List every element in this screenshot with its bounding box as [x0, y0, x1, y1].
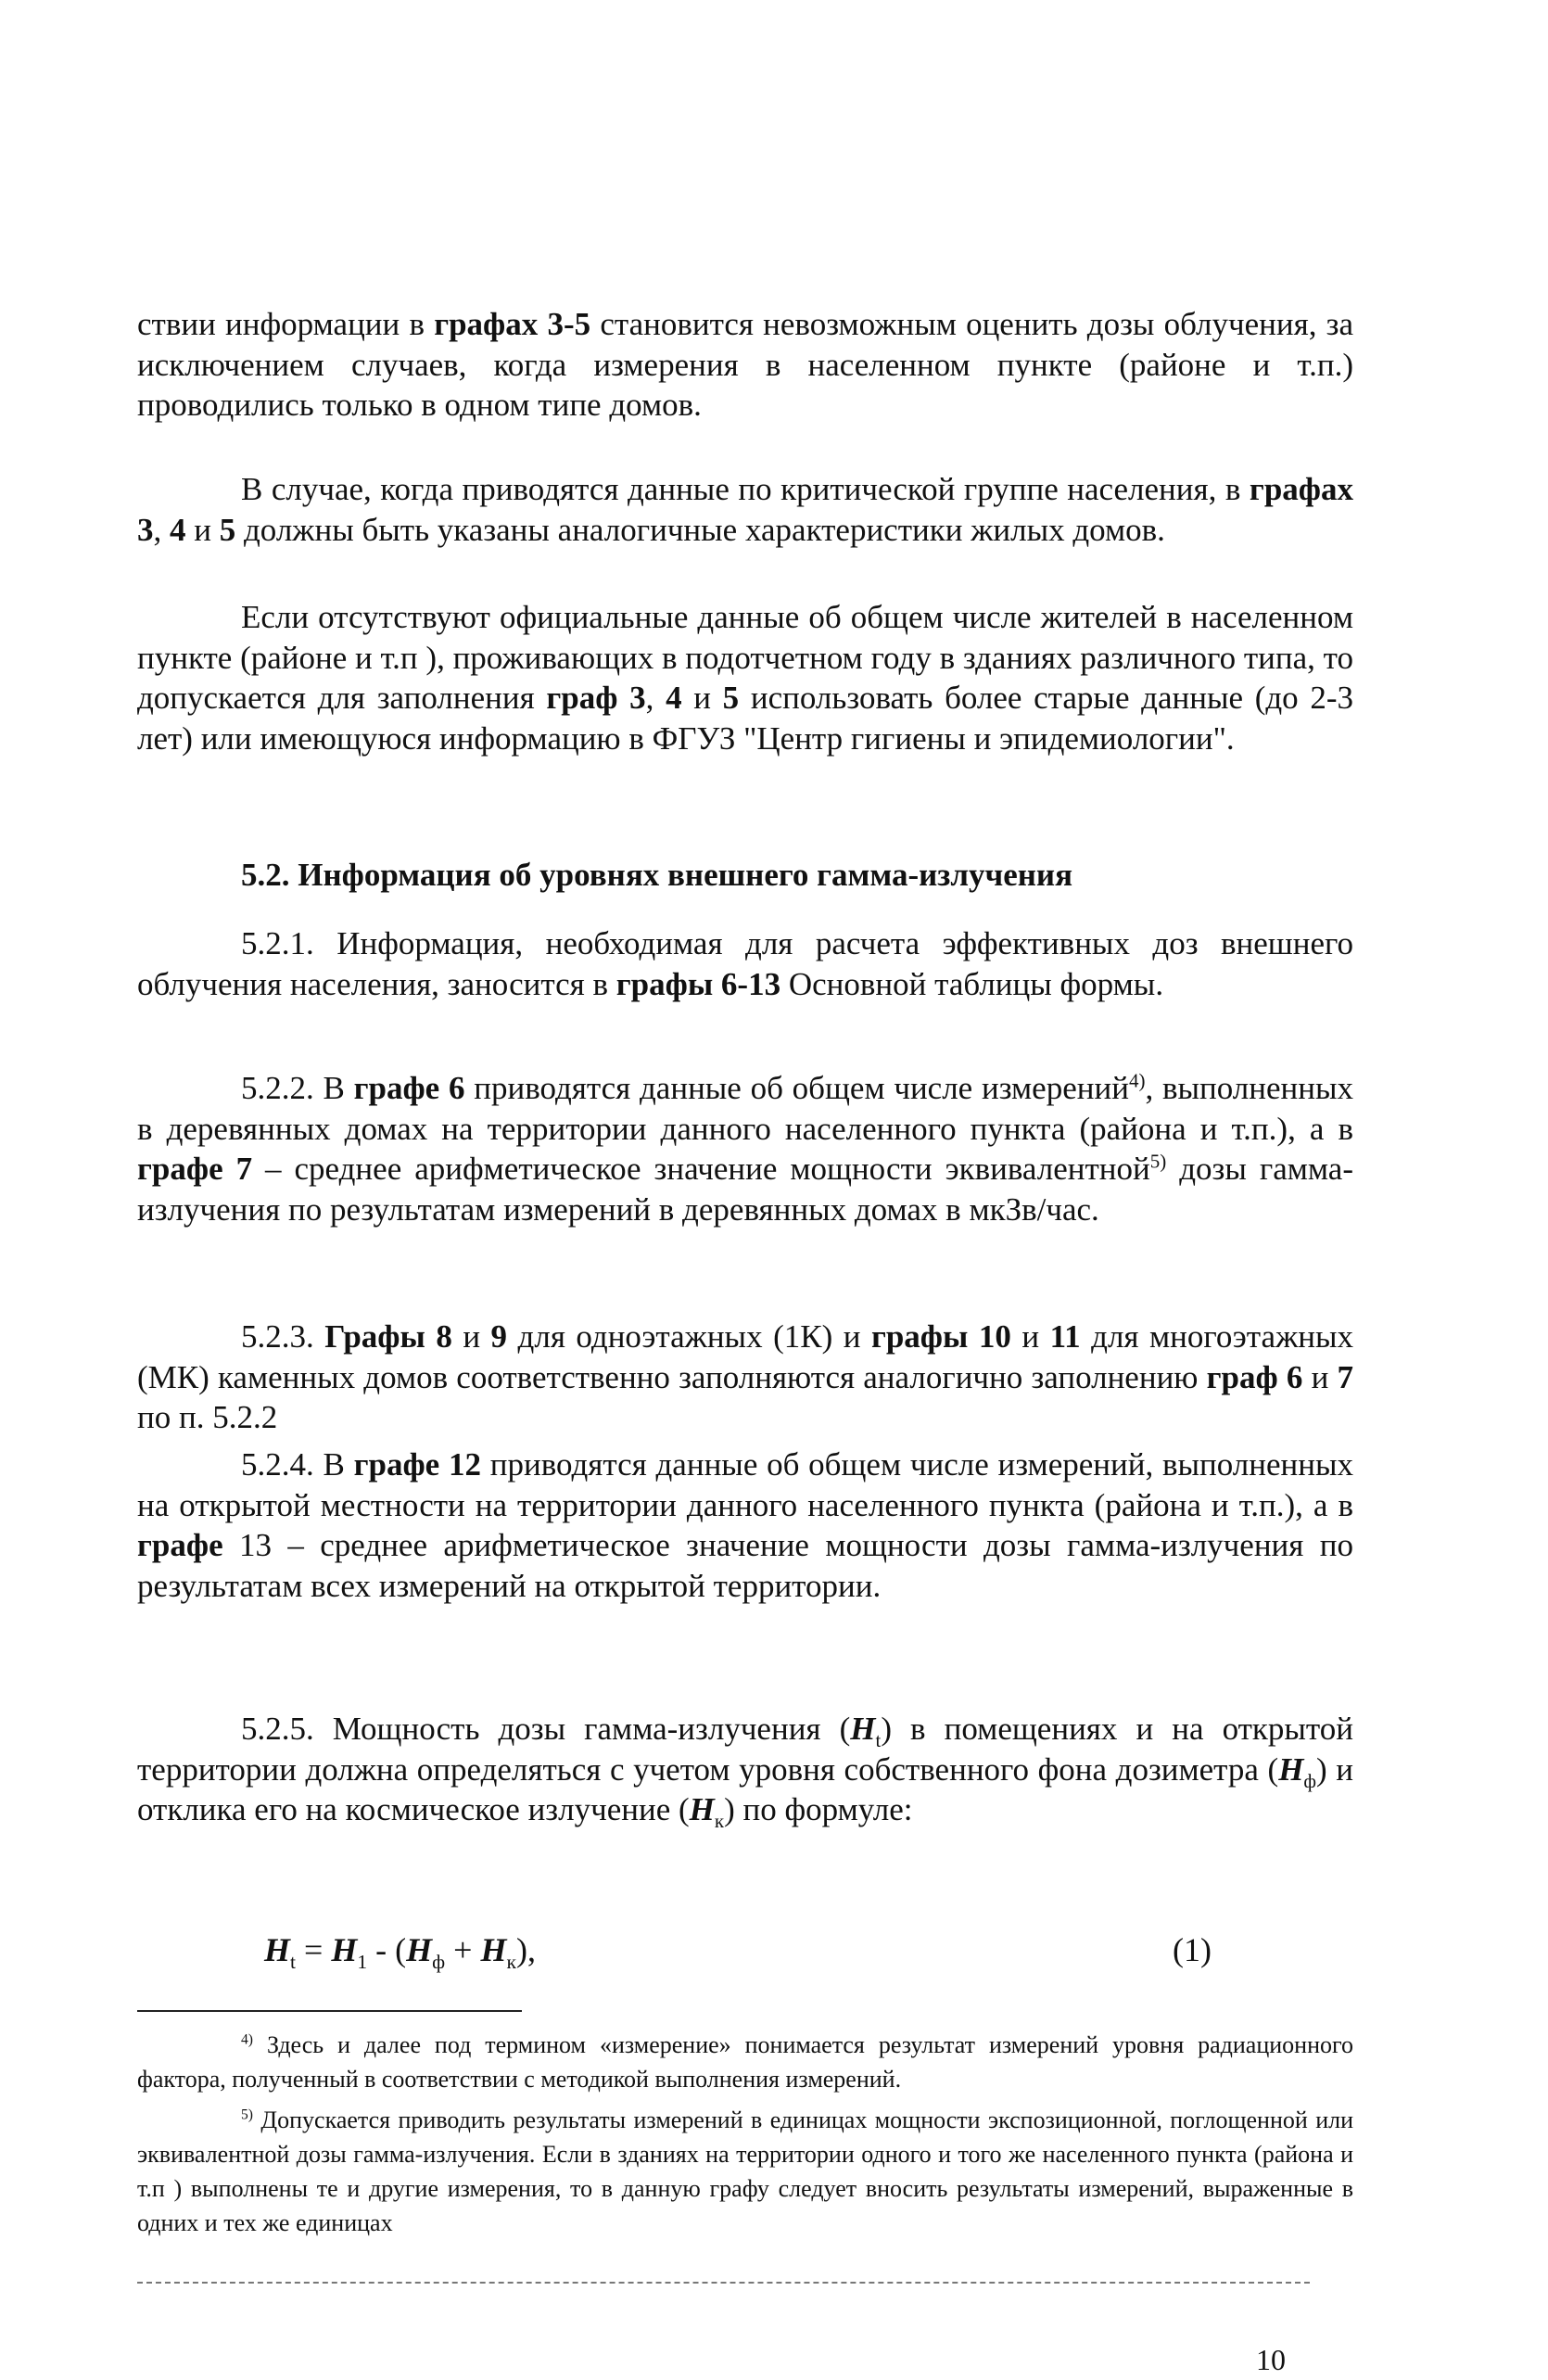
text-segment: H — [689, 1791, 715, 1827]
bold-text: графе 7 — [137, 1151, 253, 1187]
text-segment: для одноэтажных (1К) и — [507, 1318, 871, 1355]
text-segment: по п. 5.2.2 — [137, 1399, 278, 1435]
bold-text: графе 6 — [353, 1070, 465, 1106]
text-segment: H — [406, 1931, 433, 1968]
text-segment: Здесь и далее под термином «измерение» понимается результат измерений уровня радиационного фактора, полученный в соответствии с методикой выполнения измерений. — [137, 2031, 1353, 2093]
bold-text: графе — [137, 1527, 223, 1563]
text-segment: , — [153, 511, 170, 548]
bold-text: графы 10 — [870, 1318, 1011, 1355]
bold-text: 4 — [170, 511, 186, 548]
text-segment: , — [645, 680, 666, 716]
text-segment: использовать более старые данные (до 2-3 лет) или имеющуюся информацию в ФГУЗ "Центр гигиены и эпидемиологии". — [137, 680, 1354, 757]
text-segment: Основной таблицы формы. — [780, 965, 1164, 1002]
text-segment: , выполненных в деревянных домах на территории данного населенного пункта (района и т.п.), а в — [137, 1070, 1353, 1147]
text-segment: 5.2.2. В — [241, 1070, 354, 1106]
text-segment: становится невозможным оценить дозы облучения, за исключением случаев, когда измерения в населенном пункте (районе и т.п.) проводились только в одном типе домов. — [137, 306, 1354, 423]
bold-text: 5 — [722, 680, 740, 716]
text-segment: к — [506, 1951, 516, 1974]
footnote-mark: 4) — [241, 2031, 253, 2048]
paragraph-continuation — [137, 304, 1353, 426]
bold-text: графах 3-5 — [434, 306, 591, 342]
text-segment: к — [714, 1810, 725, 1832]
text-segment: ствии информации в — [137, 306, 435, 342]
paragraph-5-2-4 — [137, 1445, 1353, 1606]
text-segment: должны быть указаны аналогичные характеристики жилых домов. — [235, 511, 1165, 548]
text-segment: приводятся данные об общем числе измерений, выполненных на открытой местности на территории данного населенного пункта (района и т.п.), а в — [137, 1446, 1353, 1523]
text-segment: 13 – среднее арифметическое значение мощности дозы гамма-излучения по результатам всех измерений на открытой территории. — [137, 1527, 1353, 1604]
text-segment: t — [875, 1729, 882, 1751]
section-heading: 5.2. Информация об уровнях внешнего гамма-излучения — [241, 857, 1073, 893]
text-segment: H — [331, 1931, 358, 1968]
footnote-4 — [137, 2028, 1353, 2096]
footnote-divider — [137, 2010, 522, 2012]
paragraph-residents-data — [137, 597, 1353, 758]
bold-text: 11 — [1049, 1318, 1081, 1355]
text-segment: ф — [432, 1951, 446, 1974]
text-segment: 5.2.1. Информация, необходимая для расчета эффективных доз внешнего облучения населения, заносится в — [137, 925, 1353, 1002]
text-segment: - ( — [367, 1931, 407, 1968]
page-footer-divider — [137, 2282, 1310, 2284]
text-segment: ) по формуле: — [724, 1791, 913, 1827]
text-segment: и — [451, 1318, 491, 1355]
bold-text: графах 3 — [137, 471, 1353, 548]
footnote-5 — [137, 2103, 1353, 2240]
text-segment: 1 — [357, 1951, 368, 1974]
text-segment: и — [185, 511, 220, 548]
text-segment: и — [681, 680, 723, 716]
bold-text: графе 12 — [353, 1446, 481, 1483]
formula-number: (1) — [1173, 1931, 1212, 1968]
footnote-mark: 5) — [1149, 1150, 1167, 1173]
paragraph-5-2-5 — [137, 1709, 1353, 1830]
text-segment: 5.2.4. В — [241, 1446, 354, 1483]
text-segment: Если отсутствуют официальные данные об общем числе жителей в населенном пункте (районе и т.п ), проживающих в подотчетном году в зданиях различного типа, то допускается для заполнения — [137, 599, 1353, 716]
footnote-mark: 5) — [241, 2106, 253, 2123]
bold-text: 9 — [490, 1318, 508, 1355]
text-segment: Допускается приводить результаты измерений в единицах мощности экспозиционной, поглощенной или эквивалентной дозы гамма-излучения. Если в зданиях на территории одного и того же населенного пункта (района и т.п ) выполнены те и другие измерения, то в данную графу следует вносить результаты измерений, выраженные в одних и тех же единицах — [137, 2106, 1353, 2236]
text-segment: ) в помещениях и на открытой территории должна определяться с учетом уровня собственного фона дозиметра ( — [137, 1711, 1353, 1788]
bold-text: Графы 8 — [324, 1318, 452, 1355]
paragraph-critical-group — [137, 469, 1353, 550]
bold-text: граф 6 — [1206, 1358, 1303, 1395]
text-segment: t — [290, 1951, 297, 1974]
text-segment: ф — [1303, 1769, 1317, 1792]
text-segment: ), — [515, 1931, 536, 1968]
text-segment: + — [445, 1931, 481, 1968]
text-segment: – среднее арифметическое значение мощности эквивалентной — [252, 1151, 1150, 1187]
bold-text: граф 3 — [546, 680, 646, 716]
bold-text: 4 — [666, 680, 682, 716]
text-segment: В случае, когда приводятся данные по критической группе населения, в — [241, 471, 1250, 507]
text-segment: и — [1302, 1358, 1338, 1395]
text-segment: дозы гамма-излучения по результатам измерений в деревянных домах в мкЗв/час. — [137, 1151, 1353, 1228]
text-segment: H — [1278, 1750, 1304, 1788]
footnote-mark: 4) — [1128, 1069, 1146, 1092]
text-segment: и — [1010, 1318, 1050, 1355]
paragraph-5-2-1 — [137, 923, 1353, 1004]
bold-text: графы 6-13 — [615, 965, 781, 1002]
text-segment: ) и отклика его на космическое излучение ( — [137, 1750, 1353, 1827]
text-segment: = — [296, 1931, 332, 1968]
text-segment: 5.2.5. Мощность дозы гамма-излучения ( — [241, 1711, 851, 1747]
text-segment: H — [850, 1711, 876, 1747]
paragraph-5-2-3 — [137, 1317, 1353, 1438]
text-segment: H — [480, 1931, 507, 1968]
text-segment: 5.2.3. — [241, 1318, 325, 1355]
page-number: 10 — [1256, 2343, 1286, 2376]
bold-text: 5 — [219, 511, 236, 548]
text-segment: для многоэтажных (МК) каменных домов соответственно заполняются аналогично заполнению — [137, 1318, 1353, 1395]
bold-text: 7 — [1337, 1358, 1354, 1395]
text-segment: H — [264, 1931, 291, 1968]
text-segment: приводятся данные об общем числе измерений — [464, 1070, 1129, 1106]
formula — [264, 1930, 536, 1974]
paragraph-5-2-2 — [137, 1068, 1353, 1229]
